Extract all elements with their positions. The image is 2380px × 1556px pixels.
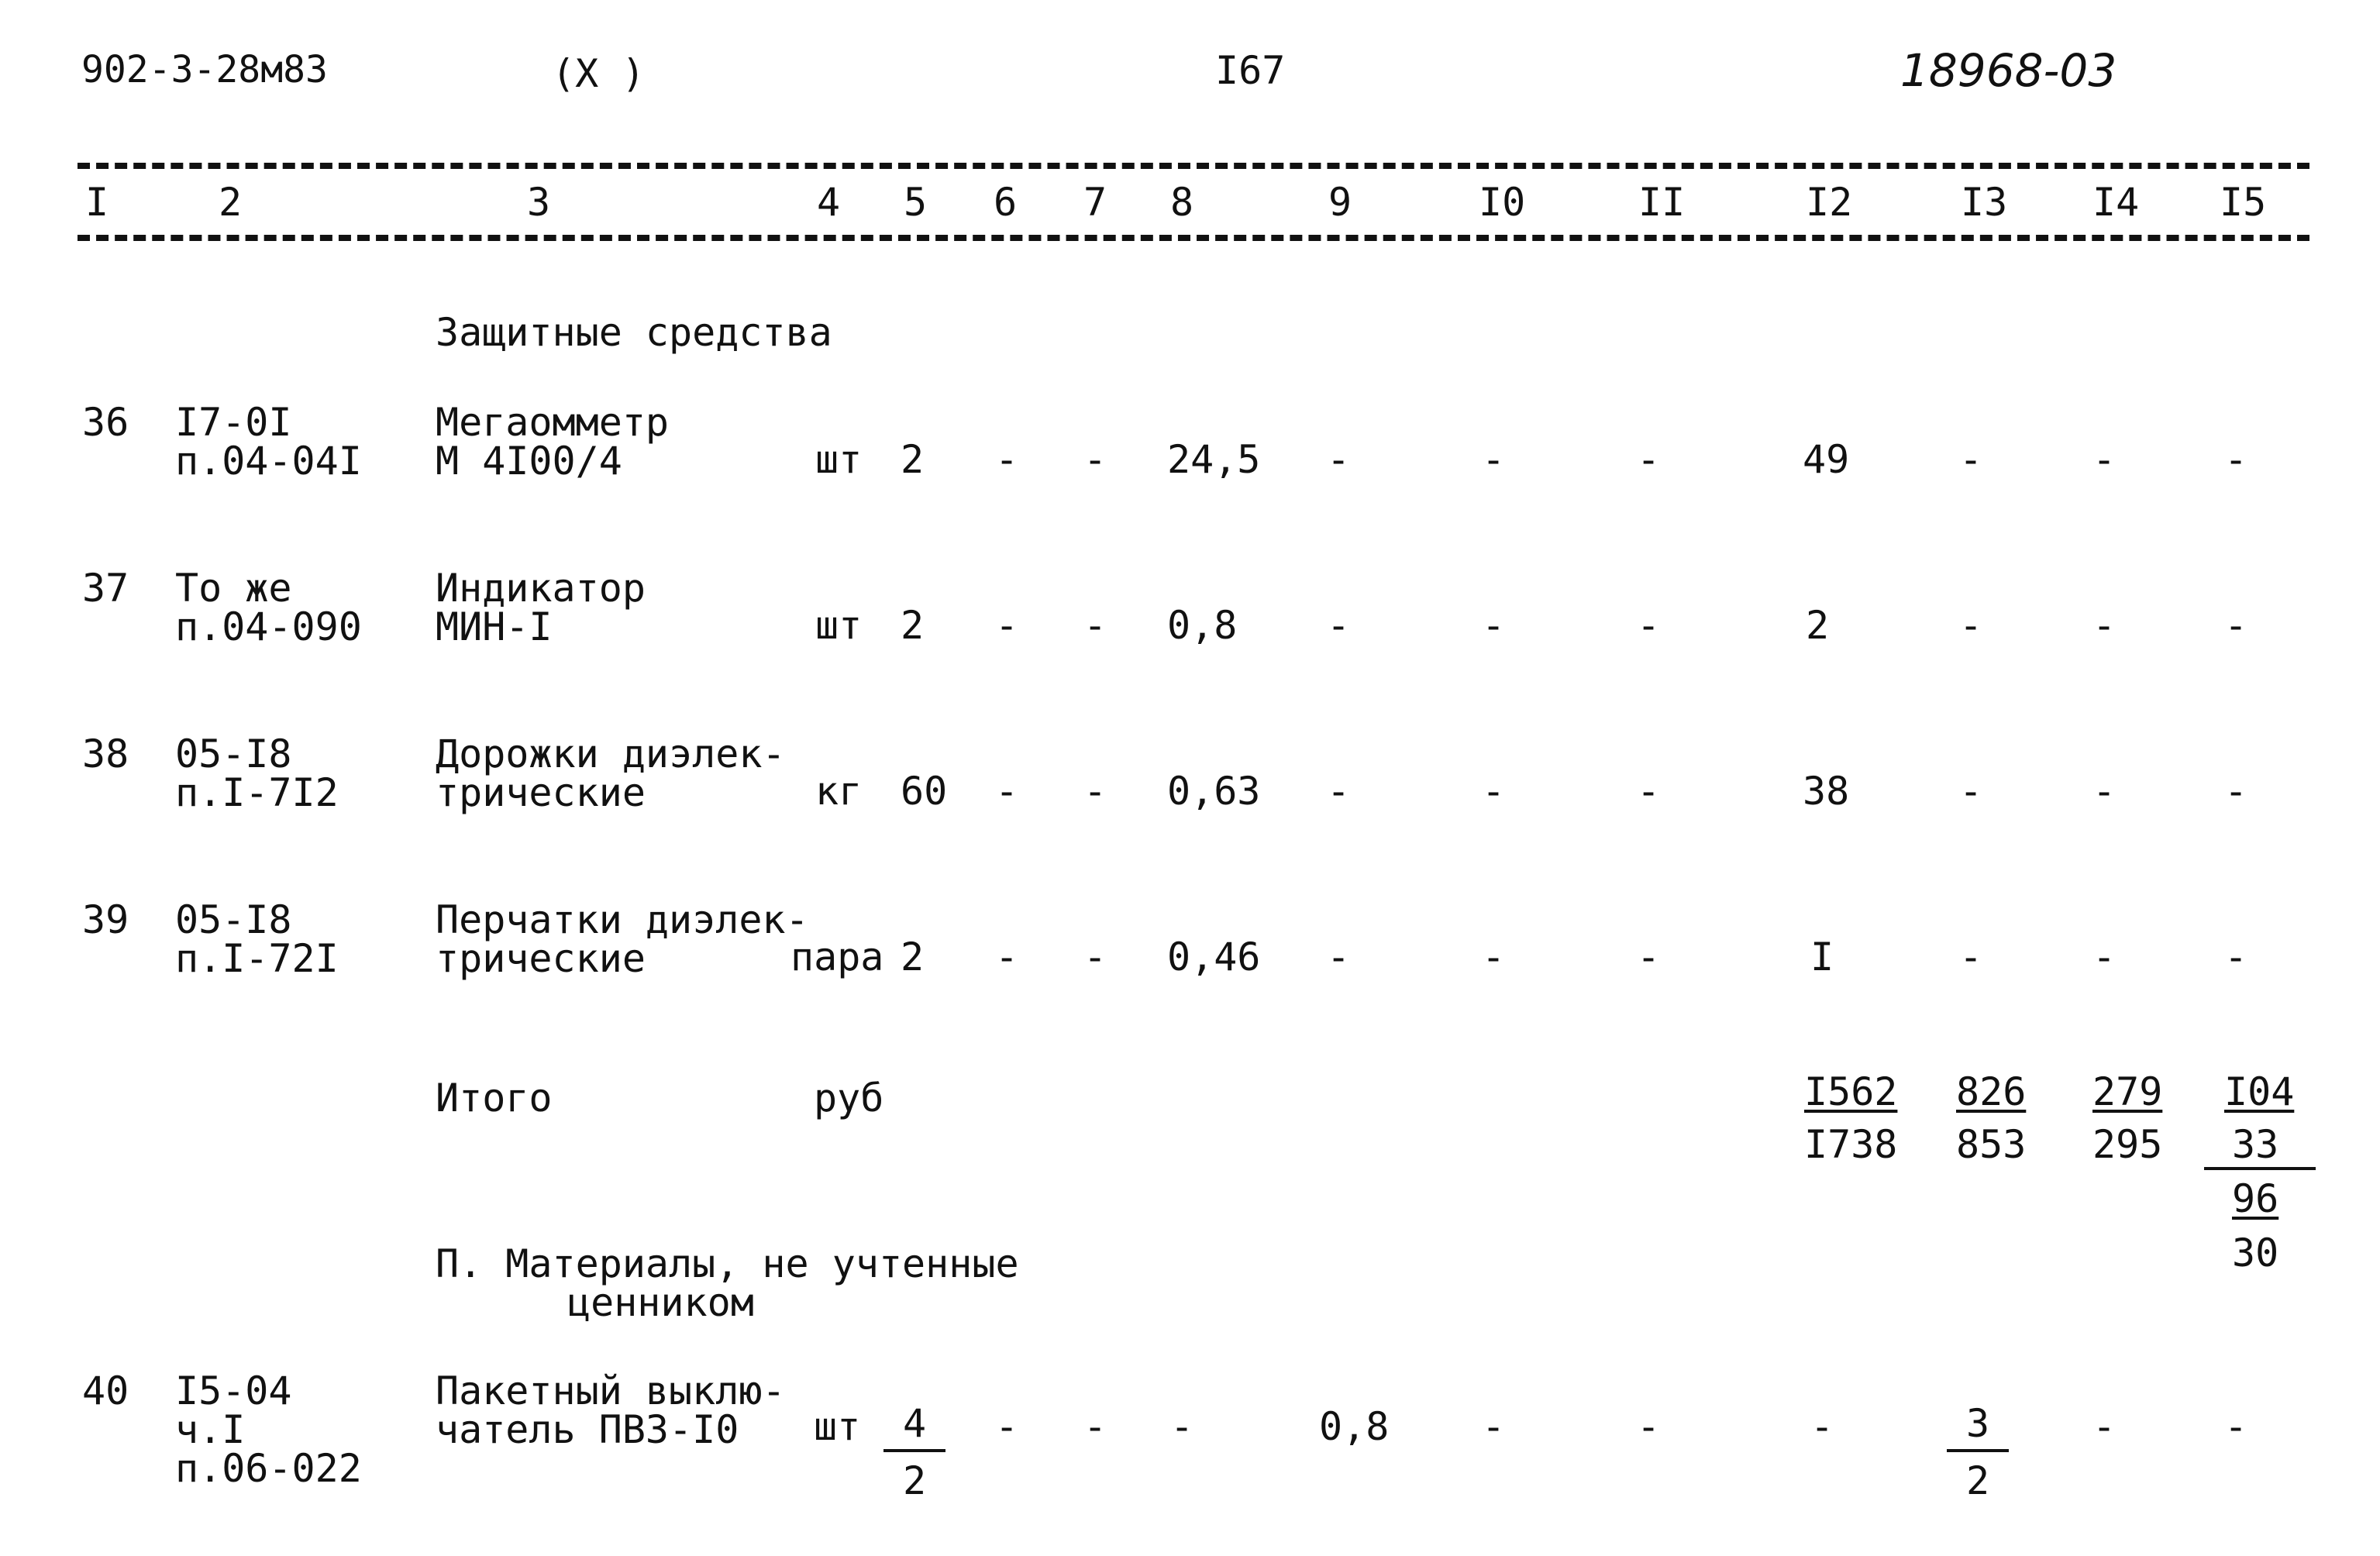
row-cell: - <box>1482 437 1506 482</box>
row-name-line: Пакетный выклю- <box>436 1368 786 1413</box>
row-code-line: 05-I8 <box>175 897 292 942</box>
row-cell: 0,63 <box>1167 769 1261 814</box>
row-cell: - <box>1327 935 1351 979</box>
row-cell: - <box>2224 1404 2248 1449</box>
row-cell: - <box>2092 437 2117 482</box>
row-cell: 2 <box>1806 603 1830 648</box>
row-cell: 38 <box>1803 769 1850 814</box>
total-label: Итого <box>436 1076 553 1121</box>
row-cell: - <box>1083 769 1107 814</box>
row-number: 39 <box>82 897 129 942</box>
row-qty: 2 <box>901 603 925 648</box>
row-name-line: трические <box>436 770 646 815</box>
column-header: I3 <box>1961 180 2008 225</box>
row-qty: 2 <box>901 935 925 979</box>
row-cell: - <box>1959 769 1983 814</box>
row-name-line: Дорожки диэлек- <box>436 732 786 776</box>
row-code <box>175 732 339 815</box>
section-title: Защитные средства <box>436 310 832 355</box>
row-cell: - <box>995 1404 1019 1449</box>
row-cell: - <box>1083 1404 1107 1449</box>
column-header: 5 <box>904 180 928 225</box>
row-cell: - <box>1959 437 1983 482</box>
row-cell: - <box>2224 603 2248 648</box>
column-header: 6 <box>994 180 1018 225</box>
column-header: I5 <box>2220 180 2267 225</box>
fraction-rule <box>2204 1167 2316 1170</box>
row-name <box>436 566 646 649</box>
header-bottom-rule <box>77 235 2309 241</box>
row-cell: - <box>1482 603 1506 648</box>
row-cell-fraction <box>1947 1401 2009 1503</box>
page-number: I67 <box>1215 48 1286 93</box>
row-cell: 24,5 <box>1167 437 1261 482</box>
fraction-denominator: 2 <box>902 1458 927 1503</box>
document-code: 902-3-28м83 <box>81 48 328 91</box>
row-number: 38 <box>82 732 129 776</box>
fraction-numerator: 3 <box>1947 1401 2009 1452</box>
row-cell: - <box>1482 1404 1506 1449</box>
row-qty-fraction <box>883 1401 945 1503</box>
fraction-denominator: 2 <box>1965 1458 1990 1503</box>
row-cell: - <box>1083 603 1107 648</box>
row-cell: - <box>995 935 1019 979</box>
row-cell: - <box>1482 935 1506 979</box>
row-cell: 0,8 <box>1319 1404 1390 1449</box>
row-cell: I <box>1810 935 1834 979</box>
row-code-line: п.I-72I <box>175 936 339 981</box>
column-header: I2 <box>1806 180 1853 225</box>
total-value: 295 <box>2092 1122 2163 1167</box>
total-value: I738 <box>1804 1122 1898 1167</box>
row-cell: - <box>1637 1404 1661 1449</box>
row-cell: - <box>2224 935 2248 979</box>
row-name <box>436 732 786 815</box>
row-code-line: п.I-7I2 <box>175 770 339 815</box>
inventory-number: 18968-03 <box>1900 44 2117 97</box>
section2-title-line: П. Материалы, не учтенные <box>436 1241 1019 1286</box>
total-value: 279 <box>2092 1069 2163 1114</box>
column-header: 9 <box>1328 180 1352 225</box>
row-cell: - <box>2092 1404 2117 1449</box>
row-code-line: ч.I <box>175 1407 246 1452</box>
row-cell: - <box>1170 1404 1194 1449</box>
column-header: I0 <box>1479 180 1526 225</box>
row-cell: 49 <box>1803 437 1850 482</box>
row-cell: 0,46 <box>1167 935 1261 979</box>
row-name-line: чатель ПВЗ-I0 <box>436 1407 739 1452</box>
row-cell: - <box>1637 437 1661 482</box>
row-code <box>175 566 362 649</box>
row-code-line: п.04-090 <box>175 604 362 649</box>
row-unit: шт <box>814 1404 861 1449</box>
section2-title-line: ценником <box>567 1280 754 1325</box>
row-cell: - <box>2224 437 2248 482</box>
section2-title <box>436 1241 1019 1325</box>
column-header: 7 <box>1083 180 1107 225</box>
row-number: 36 <box>82 400 129 445</box>
row-cell: 0,8 <box>1167 603 1238 648</box>
row-number: 40 <box>82 1368 129 1413</box>
total-value: 826 <box>1956 1069 2027 1114</box>
row-name-line: трические <box>436 936 646 981</box>
total-value: 33 <box>2232 1122 2279 1167</box>
row-cell: - <box>1327 437 1351 482</box>
column-header: 3 <box>527 180 551 225</box>
document-mark: (X ) <box>552 51 646 96</box>
row-unit: шт <box>815 603 863 648</box>
row-code-line: I7-0I <box>175 400 292 445</box>
row-code <box>175 897 339 981</box>
row-cell: - <box>1083 437 1107 482</box>
row-name-line: Индикатор <box>436 566 646 611</box>
column-header: II <box>1638 180 1686 225</box>
row-cell: - <box>1637 769 1661 814</box>
row-name-line: Мегаомметр <box>436 400 670 445</box>
row-cell: - <box>2092 603 2117 648</box>
row-cell: - <box>995 437 1019 482</box>
row-name <box>436 897 809 981</box>
row-name <box>436 400 670 484</box>
row-name-line: М 4I00/4 <box>436 439 622 484</box>
row-qty: 2 <box>901 437 925 482</box>
row-unit: шт <box>815 437 863 482</box>
column-header: I <box>85 180 109 225</box>
row-code <box>175 1368 362 1491</box>
row-unit: пара <box>790 935 884 979</box>
row-cell: - <box>1959 935 1983 979</box>
row-cell: - <box>995 769 1019 814</box>
total-unit: руб <box>814 1076 884 1121</box>
header-top-rule <box>77 163 2309 169</box>
row-cell: - <box>1637 935 1661 979</box>
row-code-line: 05-I8 <box>175 732 292 776</box>
row-code <box>175 400 362 484</box>
total-value: I562 <box>1804 1069 1898 1114</box>
row-name-line: Перчатки диэлек- <box>436 897 809 942</box>
column-header: I4 <box>2092 180 2140 225</box>
row-cell: - <box>1959 603 1983 648</box>
row-name-line: МИН-I <box>436 604 553 649</box>
row-qty: 60 <box>901 769 948 814</box>
row-cell: - <box>2092 935 2117 979</box>
total-value: 96 <box>2232 1176 2279 1221</box>
column-header: 2 <box>219 180 243 225</box>
column-header: 8 <box>1170 180 1194 225</box>
row-cell: - <box>995 603 1019 648</box>
fraction-numerator: 4 <box>883 1401 945 1452</box>
row-number: 37 <box>82 566 129 611</box>
row-code-line: п.06-022 <box>175 1446 362 1491</box>
row-cell: - <box>1327 769 1351 814</box>
row-cell: - <box>1327 603 1351 648</box>
total-value: I04 <box>2224 1069 2295 1114</box>
total-value: 853 <box>1956 1122 2027 1167</box>
row-cell: - <box>1637 603 1661 648</box>
row-unit: кг <box>815 769 863 814</box>
row-code-line: То же <box>175 566 292 611</box>
row-code-line: п.04-04I <box>175 439 362 484</box>
row-cell: - <box>2092 769 2117 814</box>
row-name <box>436 1368 786 1452</box>
total-value: 30 <box>2232 1231 2279 1275</box>
row-cell: - <box>2224 769 2248 814</box>
row-cell: - <box>1083 935 1107 979</box>
row-code-line: I5-04 <box>175 1368 292 1413</box>
row-cell: - <box>1810 1404 1834 1449</box>
column-header: 4 <box>817 180 841 225</box>
row-cell: - <box>1482 769 1506 814</box>
